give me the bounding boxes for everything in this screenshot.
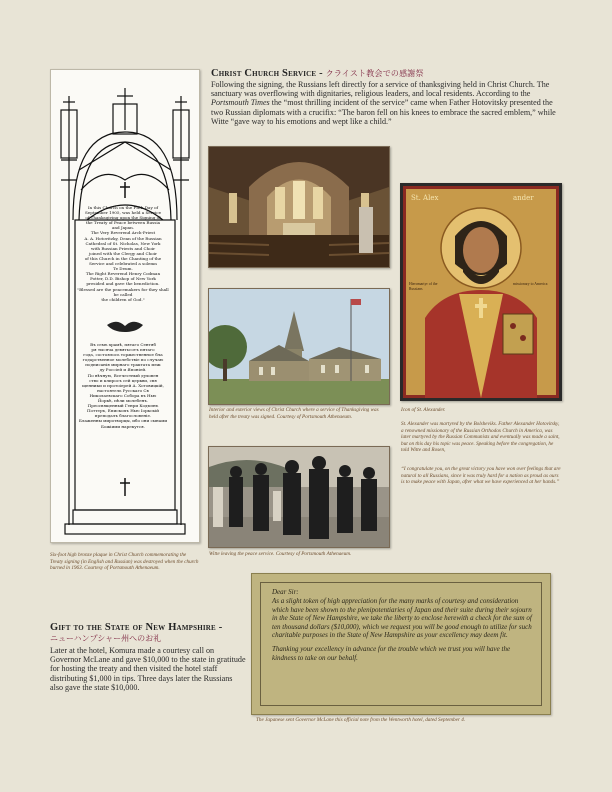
church-interior-photo	[208, 146, 390, 268]
icon-caption-quote: “I congratulate you, on the great victory you have won over feelings that are natural to all Russians, since it was truly hard for a nation as proud as ours is to make peace with Japan, after what we have experienced at her hands.”	[401, 466, 561, 486]
gift-heading: Gift to the State of New Hampshire -	[50, 622, 223, 633]
icon-caption-title: Icon of St. Alexander.	[401, 407, 446, 413]
church-photos-caption: Interior and exterior views of Christ Church where a service of Thanksgiving was held after the treaty was signed. Courtesy of Portsmouth Athenaeum.	[209, 407, 379, 420]
icon-caption-text: St. Alexander was martyred by the Bolsheviks. Father Alexander Hotovitsky, a renowned missionary of the Russian Orthodox Church in America, was later martyred by the Russian Communists and eventually was made a saint, but on this day his topic was peace. Speaking before the congregation, he told Witte and Rosen,	[401, 421, 560, 454]
church-exterior-photo	[208, 288, 390, 405]
icon-label-left: St. Alex	[411, 194, 439, 202]
letter-caption: The Japanese sent Governor McLane this official note from the Wentworth hotel, dated September 4.	[256, 717, 466, 723]
gift-heading-jp: ニューハンプシャー州へのお礼	[50, 634, 162, 643]
letter-salutation: Dear Sir:	[272, 588, 299, 596]
letter-paragraph-1: As a slight token of high appreciation for the many marks of courtesy and consideration which have been shown to the plenipotentiaries of Japan and their suite during their sojourn in the State of New Hampshire, we take the liberty to enclose herewith a check for the sum of ten thousand dollars ($10,000), which we request you will be good enough to utilize for such charitable purposes in the State of New Hampshire as your excellency may deem fit.	[272, 597, 532, 640]
plaque-caption: Six-foot high bronze plaque in Christ Church commemorating the Treaty signing (in English and Russian) was destroyed when the church burned in 1963. Courtesy of Portsmouth Athenaeum.	[50, 552, 199, 572]
letter-paragraph-2: Thanking your excellency in advance for the trouble which we trust you will have the kindness to take on our behalf.	[272, 645, 511, 662]
christ-church-section	[211, 68, 559, 126]
plaque-russian-text: Въ семъ храмѣ, пятаго Сентяб ря тысяча девятьсотъ пятаго года, состоялось торжественное бла годарственное молебствіе по случаю подписанія мирнаго трактата меж ду Россіей и Японіей. По вѣчную, Всечестный духовен ство и клиросъ сей церкви, свя щенники и протоіерей А. Хотовицкій, настоятель Русскаго Св Николаевскаго Собора въ Нью Йоркѣ, пѣли молебенъ. Преосвященный Генри Кодмэнъ Поттеръ, Епископъ Нью Іоркскій преподалъ благословеніе. Блаженны миротворцы, ибо они сынами Божіими нарекутся.	[78, 342, 168, 429]
icon-sub-left: Hieromartyr of the Russians	[409, 282, 438, 291]
letter-text	[272, 588, 534, 668]
st-alexander-icon-image	[400, 183, 562, 401]
icon-sub-right: missionary to America	[513, 282, 548, 286]
witte-photo-caption: Witte leaving the peace service. Courtesy of Portsmouth Athenaeum.	[209, 551, 352, 557]
plaque-english-text: In this Church on the Fifth Day of September 1905, was held a Service of Thanksgiving upon the Signing of the Treaty of Peace between Russia and Japan. The Very Reverend Arch-Priest A. A. Hotovitzky, Dean of the Russian Cathedral of St. Nicholas, New York with Russian Priests and Choir joined with the Clergy and Choir of this Church in the Chanting of the Service and celebrated a solemn Te Deum. The Right Reverend Henry Codman Potter, D.D. Bishop of New York presided and gave the benediction. "Blessed are the peacemakers for they shall be called the children of God."	[77, 205, 169, 302]
gift-section	[50, 622, 246, 692]
christ-church-heading: Christ Church Service - クライスト教会での感謝祭	[211, 68, 424, 79]
christ-church-body: Following the signing, the Russians left directly for a service of thanksgiving held in Christ Church. The sanctuary was overflowing with dignitaries, religious leaders, and local residents. According to the Portsmouth Times the “most thrilling incident of the service” came when Father Hotovitsky presented the two Russian diplomats with a crucifix: “The baron fell on his knees to embrace the sacred emblem,” while Witte “gave way to his emotions and wept like a child.”	[211, 80, 556, 126]
icon-label-right: ander	[513, 194, 534, 202]
gift-body: Later at the hotel, Komura made a courtesy call on Governor McLane and gave $10,000 to the state in gratitude for hosting the treaty and then visited the hotel staff distributing $1,000 in tips. Three days later the Russians also gave the state $10,000.	[50, 646, 246, 692]
japanese-letter-box	[251, 573, 551, 715]
bronze-plaque-image	[50, 69, 200, 543]
witte-leaving-photo	[208, 446, 390, 548]
